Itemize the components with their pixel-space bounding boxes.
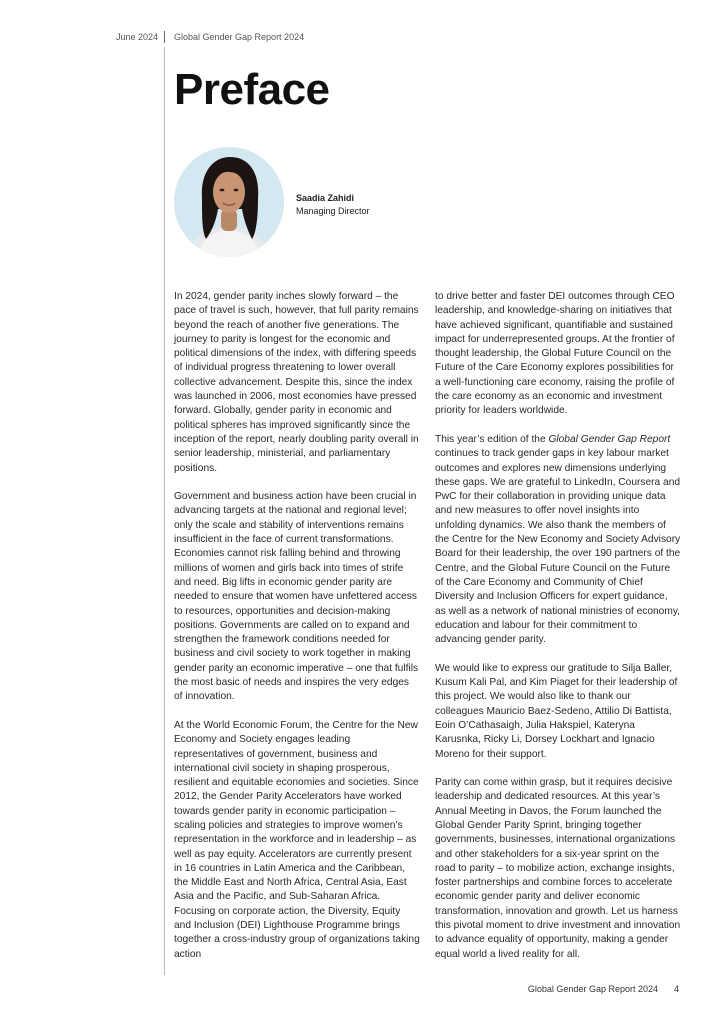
body-column-right xyxy=(435,290,681,976)
paragraph-text: continues to track gender gaps in key labour market outcomes and explores new dimensions underlying these gaps. We are grateful to LinkedIn, Coursera and PwC for their collaboration in providing unique data and new measures to offer novel insights into unfolding dynamics. We also thank the members of the Centre for the New Economy and Society Advisory Board for their leadership, the over 190 partners of the Centre, and the Global Future Council on the Future of the Care Economy and Community of Chief Diversity and Inclusion Officers for expert guidance, as well as a network of national ministries of economy, education and labour for their commitment to advancing gender parity. xyxy=(435,448,681,646)
author-name: Saadia Zahidi xyxy=(296,193,355,203)
paragraph: to drive better and faster DEI outcomes through CEO leadership, and knowledge-sharing on initiatives that have achieved significant, quantifiable and sustained impact for underrepresented groups. At the frontier of thought leadership, the Global Future Council on the Future of the Care Economy explores possibilities for a well-functioning care economy, raising the profile of the care economy as an economic and investment priority for leaders worldwide. xyxy=(435,291,675,417)
portrait-illustration xyxy=(174,147,284,257)
paragraph: We would like to express our gratitude to Silja Baller, Kusum Kali Pal, and Kim Piaget for their leadership of this project. We would also like to thank our colleagues Mauricio Baez-Sedeno, Attilio Di Battista, Eoin O’Cathasaigh, Julia Hakspiel, Kateryna Karusnka, Ricky Li, Dorsey Lockhart and Ignacio Moreno for their support. xyxy=(435,662,678,760)
footer-report-title: Global Gender Gap Report 2024 xyxy=(527,984,658,994)
author-credit xyxy=(296,192,370,218)
report-title-italic: Global Gender Gap Report xyxy=(548,433,671,445)
header-date: June 2024 xyxy=(115,32,158,42)
body-column-left xyxy=(174,290,420,976)
header-divider xyxy=(164,31,165,43)
page-header xyxy=(0,32,724,46)
paragraph: Government and business action have been crucial in advancing targets at the national and regional level; only the scale and stability of interventions remains insufficient in the face of current transformations. Economies cannot risk falling behind and throwing millions of women and girls back into times of strife and need. Big lifts in economic gender parity are needed to ensure that women have unfettered access to resources, opportunities and decision-making positions. Governments are called on to expand and strengthen the framework conditions needed for business and civil society to work together in making gender parity an economic imperative – one that fulfils the most basic of needs and inspires the very edges of innovation. xyxy=(174,491,419,703)
author-portrait xyxy=(174,147,284,257)
paragraph: Parity can come within grasp, but it requires decisive leadership and dedicated resources. At this year’s Annual Meeting in Davos, the Forum launched the Global Gender Parity Sprint, bringing together governments, businesses, international organizations and other stakeholders for a six-year sprint on the road to parity – to mobilize action, exchange insights, foster partnerships and combine forces to accelerate economic gender parity and deliver economic transformation, innovation and growth. Let us harness this pivotal moment to drive investment and innovation to advance equality of opportunity, making a gender equal world a lived reality for all. xyxy=(435,777,681,960)
paragraph: In 2024, gender parity inches slowly forward – the pace of travel is such, however, that full parity remains beyond the reach of another five generations. The journey to parity is longest for the economic and political dimensions of the index, with differing speeds of individual progress threatening to lower overall collective advancement. Despite this, since the index was launched in 2006, most economies have pressed forward. Globally, gender parity in economic and political spheres has improved significantly since the inception of the report, nearly doubling parity overall in senior leadership, ministerial, and parliamentary positions. xyxy=(174,291,419,474)
paragraph xyxy=(435,433,681,647)
page-footer xyxy=(0,984,724,998)
author-role: Managing Director xyxy=(296,206,370,216)
page-title: Preface xyxy=(174,65,330,114)
paragraph-text: This year’s edition of the xyxy=(435,433,549,445)
page-number: 4 xyxy=(674,984,680,994)
paragraph: At the World Economic Forum, the Centre for the New Economy and Society engages leading representatives of government, business and international civil society in shaping prosperous, resilient and equitable economies and societies. Since 2012, the Gender Parity Accelerators have worked towards gender parity in economic participation – scaling policies and strategies to improve women’s representation in the workforce and in leadership – as well as pay equity. Accelerators are currently present in 16 countries in Latin America and the Caribbean, the Middle East and North Africa, Central Asia, East Asia and the Pacific, and Sub-Saharan Africa. Focusing on corporate action, the Diversity, Equity and Inclusion (DEI) Lighthouse Programme brings together a cross-industry group of organizations taking action xyxy=(174,719,420,960)
header-report-title: Global Gender Gap Report 2024 xyxy=(174,32,305,42)
margin-rule xyxy=(164,47,165,975)
